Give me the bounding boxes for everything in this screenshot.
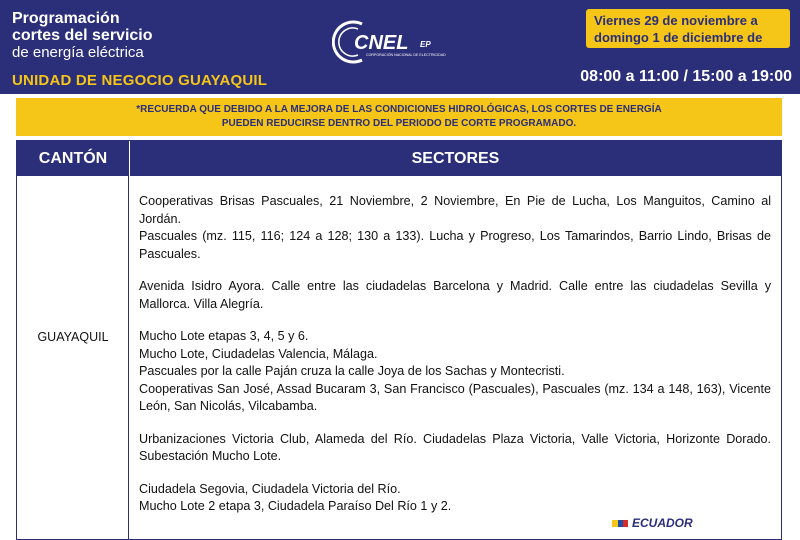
column-divider [128,176,129,539]
page-title [12,10,153,61]
title-line-3: de energía eléctrica [12,44,144,61]
date-range-badge [586,9,790,62]
date-line-1: Viernes 29 de noviembre a [594,13,758,28]
title-line-1: Programación [12,10,120,27]
business-unit-label: UNIDAD DE NEGOCIO GUAYAQUIL [12,72,268,89]
canton-cell: GUAYAQUIL [37,330,109,344]
sector-line: Avenida Isidro Ayora. Calle entre las ciudadelas Barcelona y Madrid. Calle entre las ciudadelas Sevilla y Mallorca. Villa Alegría. [139,279,771,311]
footer-wordmark: ECUADOR [632,516,693,527]
header-banner [0,0,800,94]
sector-line: Mucho Lote etapas 3, 4, 5 y 6. [139,329,309,343]
table-header [17,141,781,176]
logo-suffix: EP [420,40,431,49]
sector-line: Mucho Lote 2 etapa 3, Ciudadela Paraíso Del Río 1 y 2. [139,499,452,513]
column-header-canton: CANTÓN [38,150,108,167]
outage-hours: 08:00 a 11:00 / 15:00 a 19:00 [580,68,792,85]
ecuador-logo-icon [612,514,732,527]
sector-line: Ciudadela Segovia, Ciudadela Victoria del Río. [139,481,401,496]
sector-line: Urbanizaciones Victoria Club, Alameda del Río. Ciudadelas Plaza Victoria, Valle Victoria, Horizonte Dorado. Subestación Mucho Lote. [139,431,771,463]
sector-group [139,328,771,416]
notice-line-1: *RECUERDA QUE DEBIDO A LA MEJORA DE LAS CONDICIONES HIDROLÓGICAS, LOS CORTES DE ENERGÍA [136,104,662,115]
column-header-sectores: SECTORES [129,141,781,176]
schedule-table [16,140,782,540]
title-line-2: cortes del servicio [12,27,153,44]
sector-group [139,193,771,263]
notice-banner [16,98,782,136]
sector-line: Pascuales por la calle Paján cruza la calle Joya de los Sachas y Montecristi. [139,364,565,378]
sector-group [139,431,771,466]
logo-subtitle: CORPORACIÓN NACIONAL DE ELECTRICIDAD [366,53,446,57]
logo-wordmark: CNEL [354,32,409,54]
sector-line: Pascuales (mz. 115, 116; 124 a 128; 130 a 133). Lucha y Progreso, Los Tamarindos, Barrio Lindo, Brisas de Pascuales. [139,229,771,261]
sectors-cell [139,193,771,531]
sector-line: Cooperativas Brisas Pascuales, 21 Noviembre, 2 Noviembre, En Pie de Lucha, Los Manguitos, Camino al Jordán. [139,194,771,226]
sector-group [139,278,771,313]
notice-line-2: PUEDEN REDUCIRSE DENTRO DEL PERIODO DE CORTE PROGRAMADO. [221,118,577,129]
cnel-logo-icon [332,18,462,66]
sector-line: Cooperativas San José, Assad Bucaram 3, San Francisco (Pascuales), Pascuales (mz. 134 a 148, 163), Vicente León, San Nicolás, Vilcabamba. [139,381,771,413]
date-line-2: domingo 1 de diciembre de 2024 [594,30,763,62]
sector-group [139,481,771,516]
sector-line: Mucho Lote, Ciudadelas Valencia, Málaga. [139,346,378,361]
